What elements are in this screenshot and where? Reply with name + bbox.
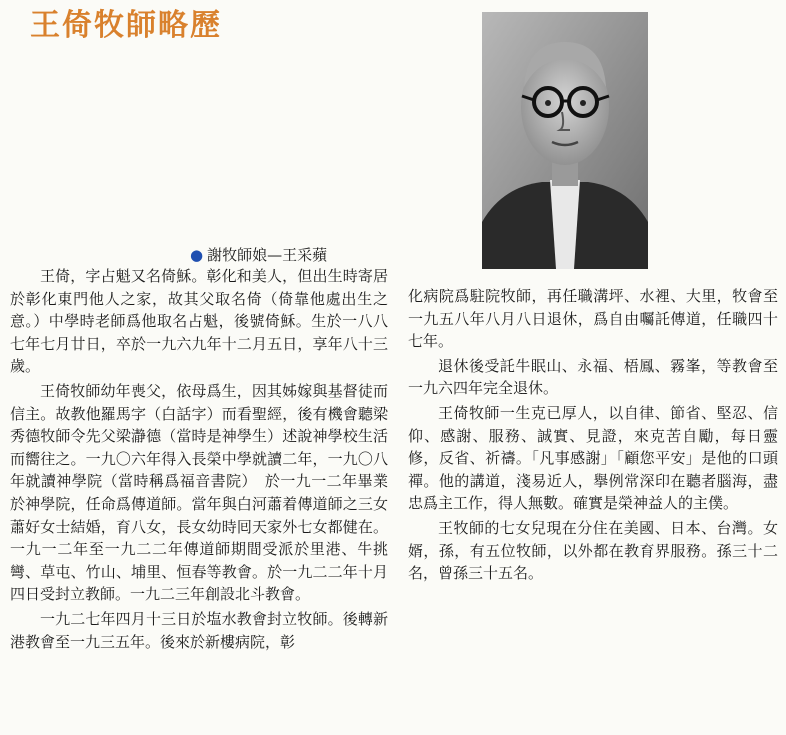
paragraph: 王倚牧師一生克已厚人，以自律、節省、堅忍、信仰、感謝、服務、誠實、見證，來克苦自勵，每日靈修，反省、祈禱。「凡事感謝」「顧您平安」是他的口頭禪。他的講道，淺易近人，擧例常深印在聽者腦海，盡忠爲主工作，得人無數。確實是榮神益人的主僕。 bbox=[408, 403, 778, 513]
paragraph: 王倚，字占魁又名倚穌。彰化和美人，但出生時寄居於彰化東門他人之家，故其父取名倚（倚靠他處出生之意。）中學時老師爲他取名占魁，後號倚穌。生於一八八七年七月廿日，卒於一九六九年十二月五日，享年八十三歲。 bbox=[10, 267, 388, 376]
paragraph: 王倚牧師幼年喪父，依母爲生，因其姊嫁與基督徒而信主。故教他羅馬字（白話字）而看聖經，後有機會聽梁秀德牧師令先父梁瀞德（當時是神學生）述說神學校生活而嚮往之。一九〇六年得入長榮中學就讀二年，一九〇八年就讀神學院（當時稱爲福音書院） 於一九一二年畢業於神學院，任命爲傳道師。當年與白河蕭着傳道師之三女蕭好女士結婚，育八女，長女幼時囘天家外七女都健在。一九一二年至一九二二年傳道師期間受派於里港、牛挑彎、草屯、竹山、埔里、恒春等教會。於一九二二年十月四日受封立教師。一九二三年創設北斗教會。 bbox=[10, 381, 388, 604]
right-column bbox=[408, 285, 778, 587]
bullet-icon: ● bbox=[190, 246, 204, 264]
paragraph: 王牧師的七女兒現在分住在美國、日本、台灣。女婿，孫，有五位牧師，以外都在教育界服務。孫三十二名，曾孫三十五名。 bbox=[408, 518, 778, 583]
left-column bbox=[10, 265, 388, 655]
paragraph: 化病院爲駐院牧師，再任職溝坪、水裡、大里，牧會至一九五八年八月八日退休，爲自由囑託傳道，任職四十七年。 bbox=[408, 287, 778, 351]
page-title: 王倚牧師略歷 bbox=[30, 8, 222, 43]
portrait-photo bbox=[482, 12, 648, 269]
paragraph: 一九二七年四月十三日於塩水教會封立牧師。後轉新港教會至一九三五年。後來於新樓病院，彰 bbox=[10, 609, 388, 651]
paragraph: 退休後受託牛眠山、永福、梧鳳、霧峯，等教會至一九六四年完全退休。 bbox=[408, 356, 778, 398]
author-line bbox=[190, 245, 327, 265]
author-name: 謝牧師娘—王采蘋 bbox=[207, 246, 328, 264]
